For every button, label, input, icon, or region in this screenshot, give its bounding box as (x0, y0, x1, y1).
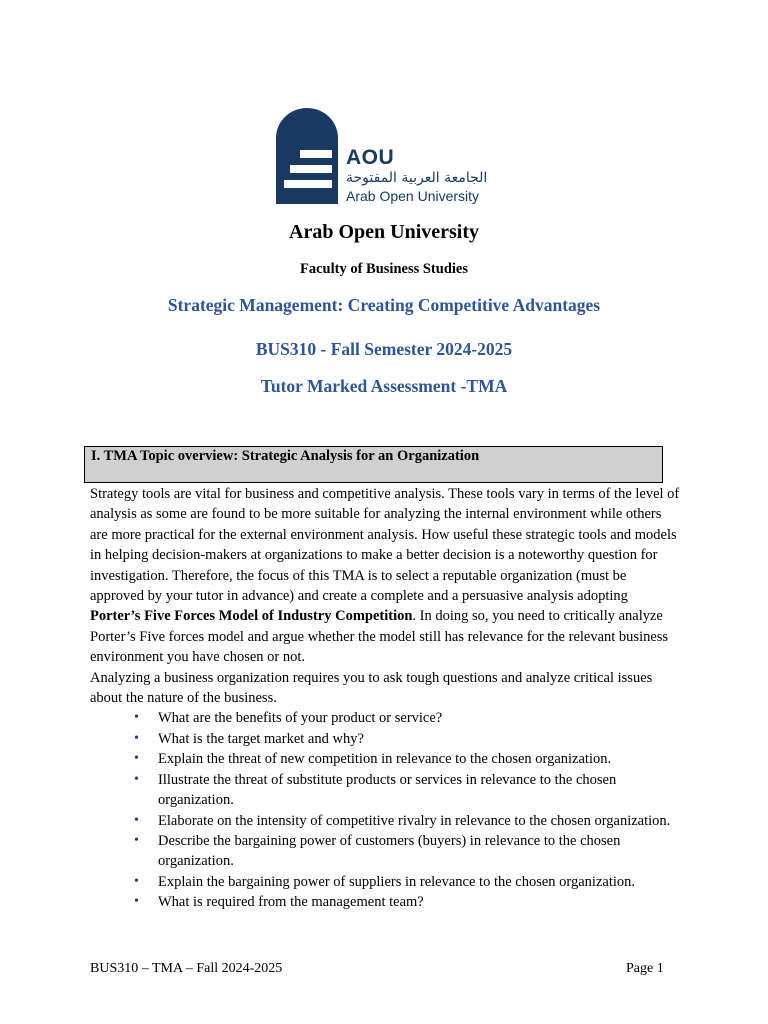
p1-bold: Porter’s Five Forces Model of Industry Competition (90, 608, 413, 625)
list-item: • Explain the bargaining power of suppliers in relevance to the chosen organization. (158, 872, 680, 892)
p1-after: . In doing so, you need to critically analyze Porter’s Five forces model and argue whether the model still has relevance for the relevant business environment you have chosen or not. (90, 608, 669, 666)
paragraph-overview (90, 484, 680, 668)
list-item: • What are the benefits of your product or service? (158, 708, 680, 728)
list-item: • What is required from the management team? (158, 892, 680, 912)
list-item: • Illustrate the threat of substitute products or services in relevance to the chosen organization. (158, 770, 680, 811)
logo-abbr: AOU (346, 146, 395, 169)
aou-arch-icon (276, 108, 338, 204)
list-item: • Explain the threat of new competition in relevance to the chosen organization. (158, 749, 680, 769)
list-item: • Describe the bargaining power of customers (buyers) in relevance to the chosen organization. (158, 831, 680, 872)
footer-page-number: Page 1 (626, 961, 664, 976)
p1-before: Strategy tools are vital for business and competitive analysis. These tools vary in terms of the level of analysis as some are found to be more suitable for analyzing the internal environment while others are more practical for the external environment analysis. How useful these strategic tools and models in helping decision-makers at organizations to make a better decision is a noteworthy question for investigation. Therefore, the focus of this TMA is to select a reputable organization (must be approved by your tutor in advance) and create a complete and a persuasive analysis adopting (90, 486, 680, 605)
section-heading: I. TMA Topic overview: Strategic Analysis for an Organization (84, 446, 663, 483)
question-list (90, 708, 680, 912)
list-item: • Elaborate on the intensity of competitive rivalry in relevance to the chosen organization. (158, 811, 680, 831)
list-item: • What is the target market and why? (158, 729, 680, 749)
logo-arabic-name: الجامعة العربية المفتوحة (346, 170, 488, 186)
assessment-title: Tutor Marked Assessment -TMA (260, 376, 508, 396)
university-title: Arab Open University (289, 221, 479, 243)
aou-logo (276, 108, 496, 208)
faculty-name: Faculty of Business Studies (300, 261, 468, 277)
course-title: Strategic Management: Creating Competitive Advantages (167, 295, 601, 315)
logo-english-name: Arab Open University (346, 188, 480, 204)
body-text (90, 484, 680, 913)
paragraph-analysis: Analyzing a business organization requires you to ask tough questions and analyze critical issues about the nature of the business. (90, 669, 653, 707)
semester-title: BUS310 - Fall Semester 2024-2025 (255, 339, 513, 359)
footer-course: BUS310 – TMA – Fall 2024-2025 (90, 961, 283, 976)
